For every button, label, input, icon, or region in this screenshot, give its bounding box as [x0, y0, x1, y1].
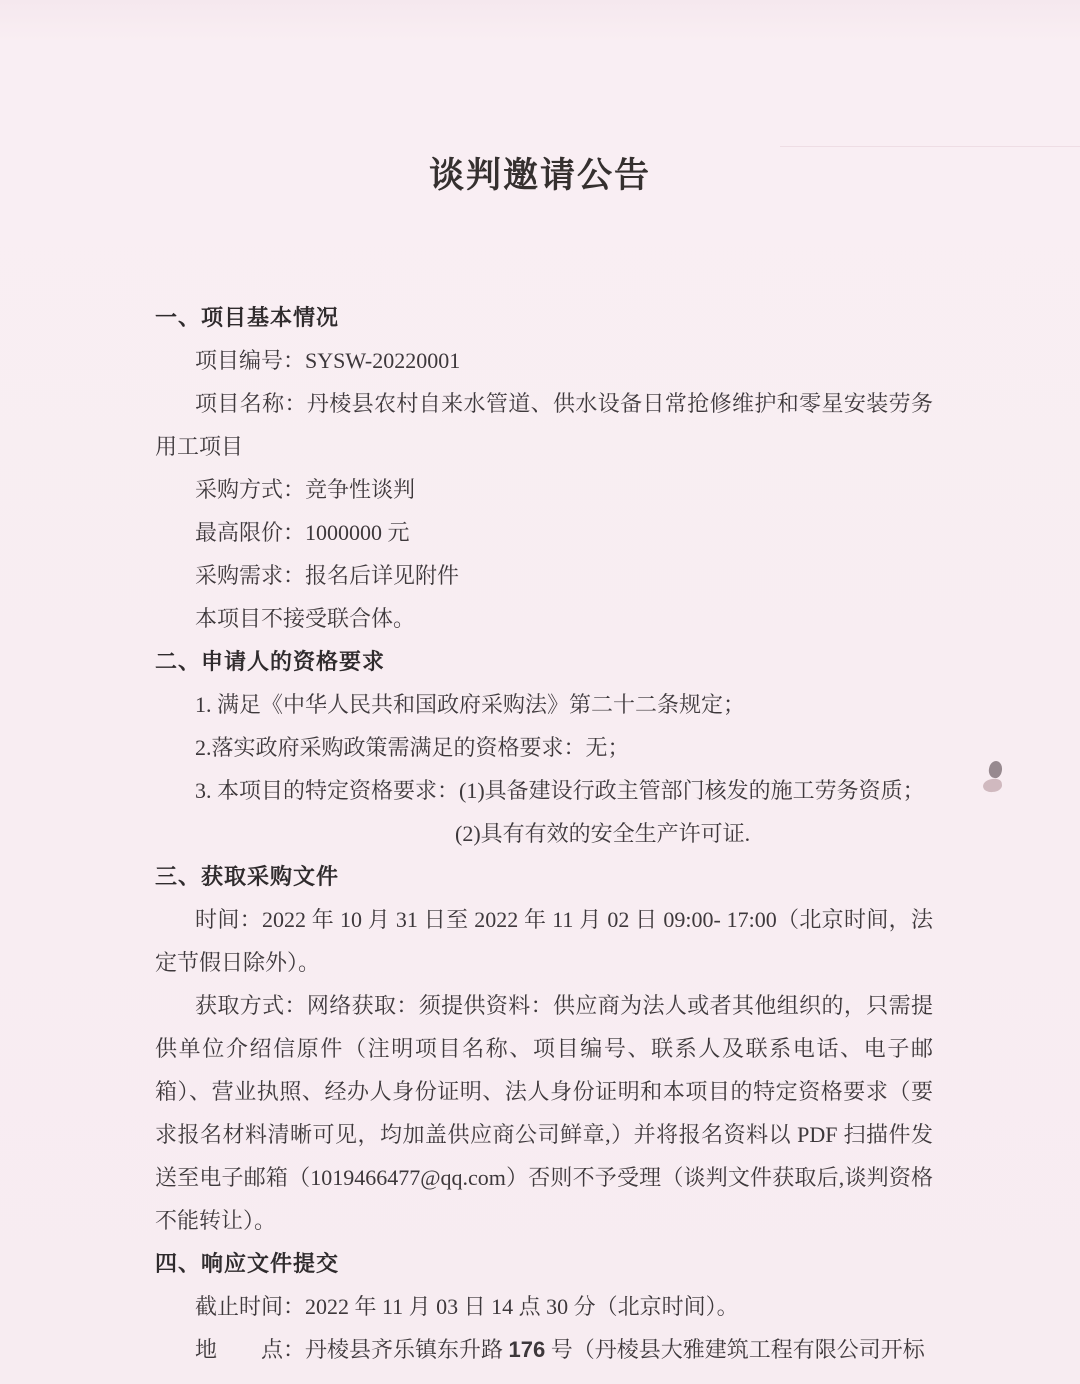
section-applicant-qualifications [155, 640, 933, 855]
location-suffix: 号（丹棱县大雅建筑工程有限公司开标 [545, 1337, 925, 1362]
max-price-line: 最高限价：1000000 元 [195, 520, 410, 545]
project-name-line: 项目名称：丹棱县农村自来水管道、供水设备日常抢修维护和零星安装劳务用工项目 [155, 391, 933, 459]
section-project-basic-info [155, 296, 933, 640]
section-3-heading: 三、获取采购文件 [155, 864, 340, 889]
qualification-item-1: 1. 满足《中华人民共和国政府采购法》第二十二条规定； [195, 692, 746, 717]
section-obtain-documents [155, 855, 933, 1242]
project-number-line: 项目编号：SYSW-20220001 [195, 348, 461, 373]
location-street-number: 176 [508, 1337, 546, 1362]
deadline-line: 截止时间：2022 年 11 月 03 日 14 点 30 分（北京时间）。 [195, 1294, 739, 1319]
document-body [155, 296, 933, 1371]
scan-artifact-line [780, 146, 1080, 147]
no-consortium-line: 本项目不接受联合体。 [195, 606, 416, 631]
section-1-heading: 一、项目基本情况 [155, 305, 340, 330]
procurement-demand-line: 采购需求：报名后详见附件 [195, 563, 460, 588]
qualification-item-2: 2.落实政府采购政策需满足的资格要求：无； [195, 735, 630, 760]
scan-smudge-dot [987, 760, 1003, 779]
section-4-heading: 四、响应文件提交 [155, 1251, 340, 1276]
qualification-item-3: 3. 本项目的特定资格要求：(1)具备建设行政主管部门核发的施工劳务资质； [195, 778, 925, 803]
section-response-submission [155, 1242, 933, 1371]
location-line [155, 1328, 933, 1371]
scan-smudge-tail [982, 778, 1003, 794]
procurement-method-line: 采购方式：竞争性谈判 [195, 477, 416, 502]
location-prefix: 地 点：丹棱县齐乐镇东升路 [195, 1337, 509, 1362]
qualification-item-3b: (2)具有有效的安全生产许可证. [455, 821, 751, 846]
obtain-time-line: 时间：2022 年 10 月 31 日至 2022 年 11 月 02 日 09:00- 17:00（北京时间，法定节假日除外）。 [155, 907, 933, 975]
section-2-heading: 二、申请人的资格要求 [155, 649, 386, 674]
obtain-method-paragraph: 获取方式：网络获取：须提供资料：供应商为法人或者其他组织的，只需提供单位介绍信原件（注明项目名称、项目编号、联系人及联系电话、电子邮箱）、营业执照、经办人身份证明、法人身份证明和本项目的特定资格要求（要求报名材料清晰可见，均加盖供应商公司鲜章,）并将报名资料以 PDF 扫描件发送至电子邮箱（1019466477@qq.com）否则不予受理（谈判文件获取后,谈判资格不能转让）。 [155, 993, 933, 1233]
document-title: 谈判邀请公告 [428, 156, 651, 195]
